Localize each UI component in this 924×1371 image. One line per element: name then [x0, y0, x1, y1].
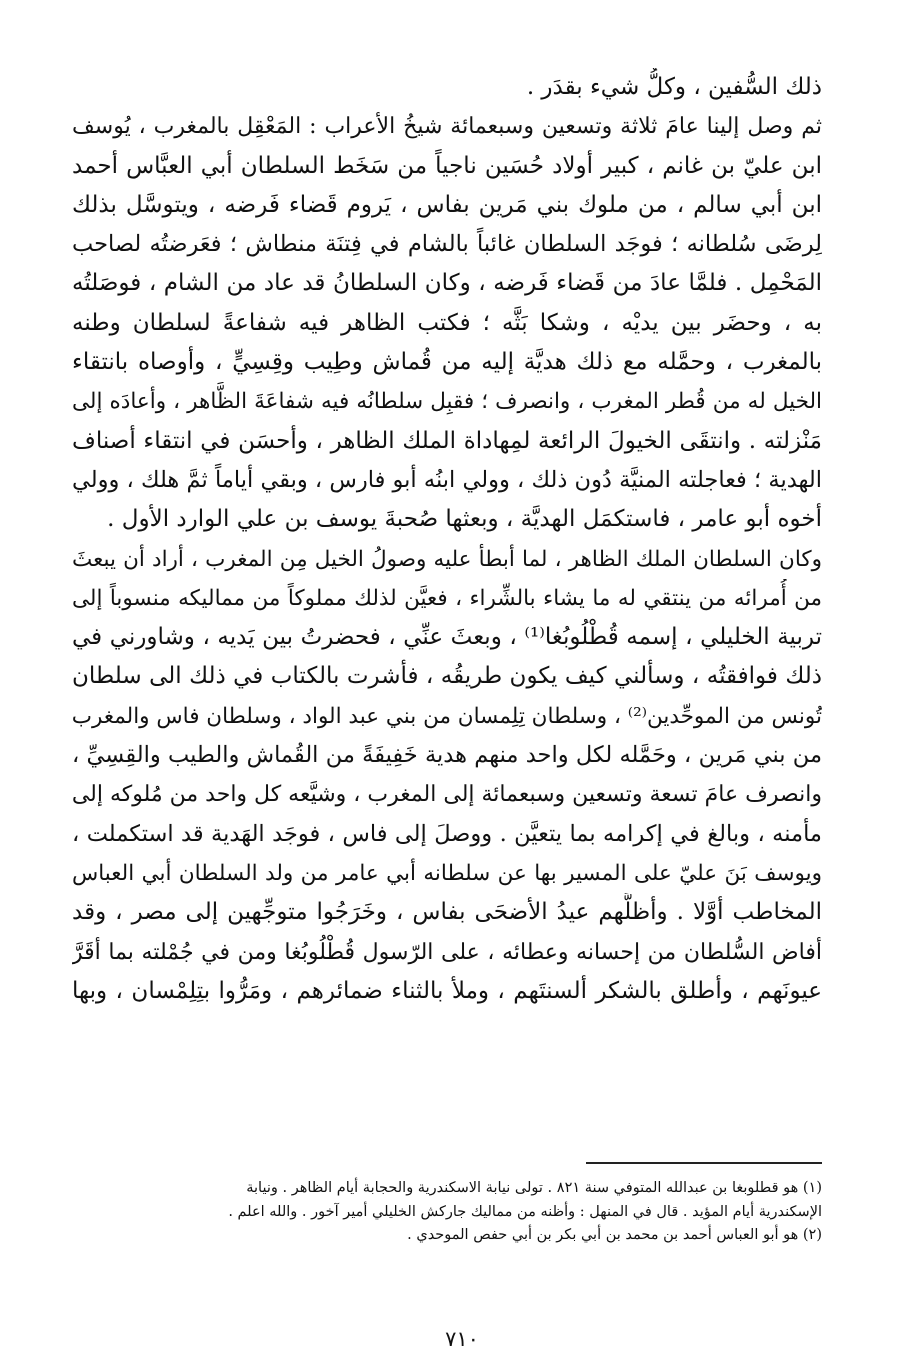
text-line: ذلك السُّفين ، وكلُّ شيء بقدَر . — [526, 74, 822, 100]
text-line: الهدية ؛ فعاجلته المنيَّة دُون ذلك ، وولي ابنُه أبو فارس ، وبقي أياماً ثمَّ هلك ، وولي — [72, 466, 822, 493]
footnote-line: (٢) هو أبو العباس أحمد بن محمد بن أبي بكر بن أبي حفص الموحدي . — [407, 1227, 822, 1243]
footnote-line: الإسكندرية أيام المؤيد . قال في المنهل : وأظنه من مماليك جاركش الخليلي أمير آخور . والله اعلم . — [228, 1203, 822, 1220]
text-line: تُونس من الموحِّدين⁽²⁾ ، وسلطان تِلِمسان من بني عبد الواد ، وسلطان فاس والمغرب — [72, 703, 822, 729]
text-line: المَحْمِل . فلمَّا عادَ من قَضاء فَرضه ، وكان السلطانُ قد عاد من الشام ، فوصَلتُه — [72, 270, 822, 297]
footnote-separator — [586, 1162, 822, 1164]
text-line: ابن أبي سالم ، من ملوك بني مَرين بفاس ، يَروم قَضاء فَرضه ، ويتوسَّل بذلك — [72, 191, 822, 218]
text-line: وكان السلطان الملك الظاهر ، لما أبطأ عليه وصولُ الخيل مِن المغرب ، أراد أن يبعثَ — [72, 546, 822, 572]
text-line: ذلك فوافقتُه ، وسألني كيف يكون طريقُه ، فأشرت بالكتاب في ذلك الى سلطان — [72, 663, 822, 690]
text-line: مَنْزلته . وانتقَى الخيولَ الرائعة لمِهاداة الملك الظاهر ، وأحسَن في انتقاء أصناف — [72, 427, 822, 454]
text-line: بالمغرب ، وحمَّله مع ذلك هديَّة إليه من قُماش وطِيب وقِسِيٍّ ، وأوصاه بانتقاء — [72, 349, 822, 376]
footnote-line: (١) هو قطلوبغا بن عبدالله المتوفي سنة ٨٢١ . تولى نيابة الاسكندرية والحجابة أيام الظاهر . ونيابة — [246, 1180, 822, 1196]
text-line: تربية الخليلي ، إسمه قُطْلُوبُغا⁽¹⁾ ، وبعثَ عنِّي ، فحضرتُ بين يَديه ، وشاورني في — [72, 624, 822, 651]
text-line: أخوه أبو عامر ، فاستكمَل الهديَّة ، وبعثها صُحبةَ يوسف بن علي الوارد الأول . — [107, 506, 822, 533]
page-number: ٧١٠ — [445, 1327, 479, 1351]
text-line: الخيل له من قُطر المغرب ، وانصرف ؛ فقبِل سلطانُه فيه شفاعَةَ الظَّاهر ، وأعادَه إلى — [72, 389, 822, 415]
text-line: به ، وحضَر بين يديْه ، وشكا بَثَّه ؛ فكتب الظاهر فيه شفاعةً لسلطان وطنه — [72, 309, 822, 336]
text-line: لِرضَى سُلطانه ؛ فوجَد السلطان غائباً بالشام في فِتنَة منطاش ؛ فعَرضتُه لصاحب — [72, 231, 822, 258]
text-line: المخاطب أوَّلا . وأظلَّهم عيدُ الأضحَى بفاس ، وخَرَجُوا متوجِّهين إلى مصر ، وقد — [72, 899, 822, 926]
text-line: من أُمرائه من ينتقي له ما يشاء بالشِّراء ، فعيَّن لذلك مملوكاً من مماليكه منسوباً إلى — [72, 585, 822, 611]
footnotes-block — [72, 1177, 822, 1248]
text-line: وانصرف عامَ تسعة وتسعين وسبعمائة إلى المغرب ، وشيَّعه كل واحد من مُلوكه إلى — [72, 782, 822, 808]
text-line: ويوسف بَنَ عليّ على المسير بها عن سلطانه أبي عامر من ولد السلطان أبي العباس — [72, 860, 822, 886]
text-line: ثم وصل إلينا عامَ ثلاثة وتسعين وسبعمائة شيخُ الأعراب : المَعْقِل بالمغرب ، يُوسف — [72, 114, 822, 140]
text-line: من بني مَرين ، وحَمَّله لكل واحد منهم هدية خَفِيفَةً من القُماش والطيب والقِسِيِّ ، — [72, 742, 822, 769]
main-text-block — [72, 68, 822, 1011]
text-line: عيونَهم ، وأطلق بالشكر ألسنتَهم ، وملأ بالثناء ضمائرهم ، ومَرُّوا بتِلِمْسان ، وبها — [72, 977, 822, 1004]
text-line: ابن عليّ بن غانم ، كبير أولاد حُسَين ناجياً من سَخَط السلطان أبي العبَّاس أحمد — [72, 152, 822, 179]
text-line: أفاض السُّلطان من إحسانه وعطائه ، على الرّسول قُطْلُوبُغا ومن في جُمْلته بما أقَرَّ — [72, 939, 822, 965]
text-line: مأمنه ، وبالغ في إكرامه بما يتعيَّن . ووصلَ إلى فاس ، فوجَد الهَدية قد استكملت ، — [72, 820, 822, 847]
